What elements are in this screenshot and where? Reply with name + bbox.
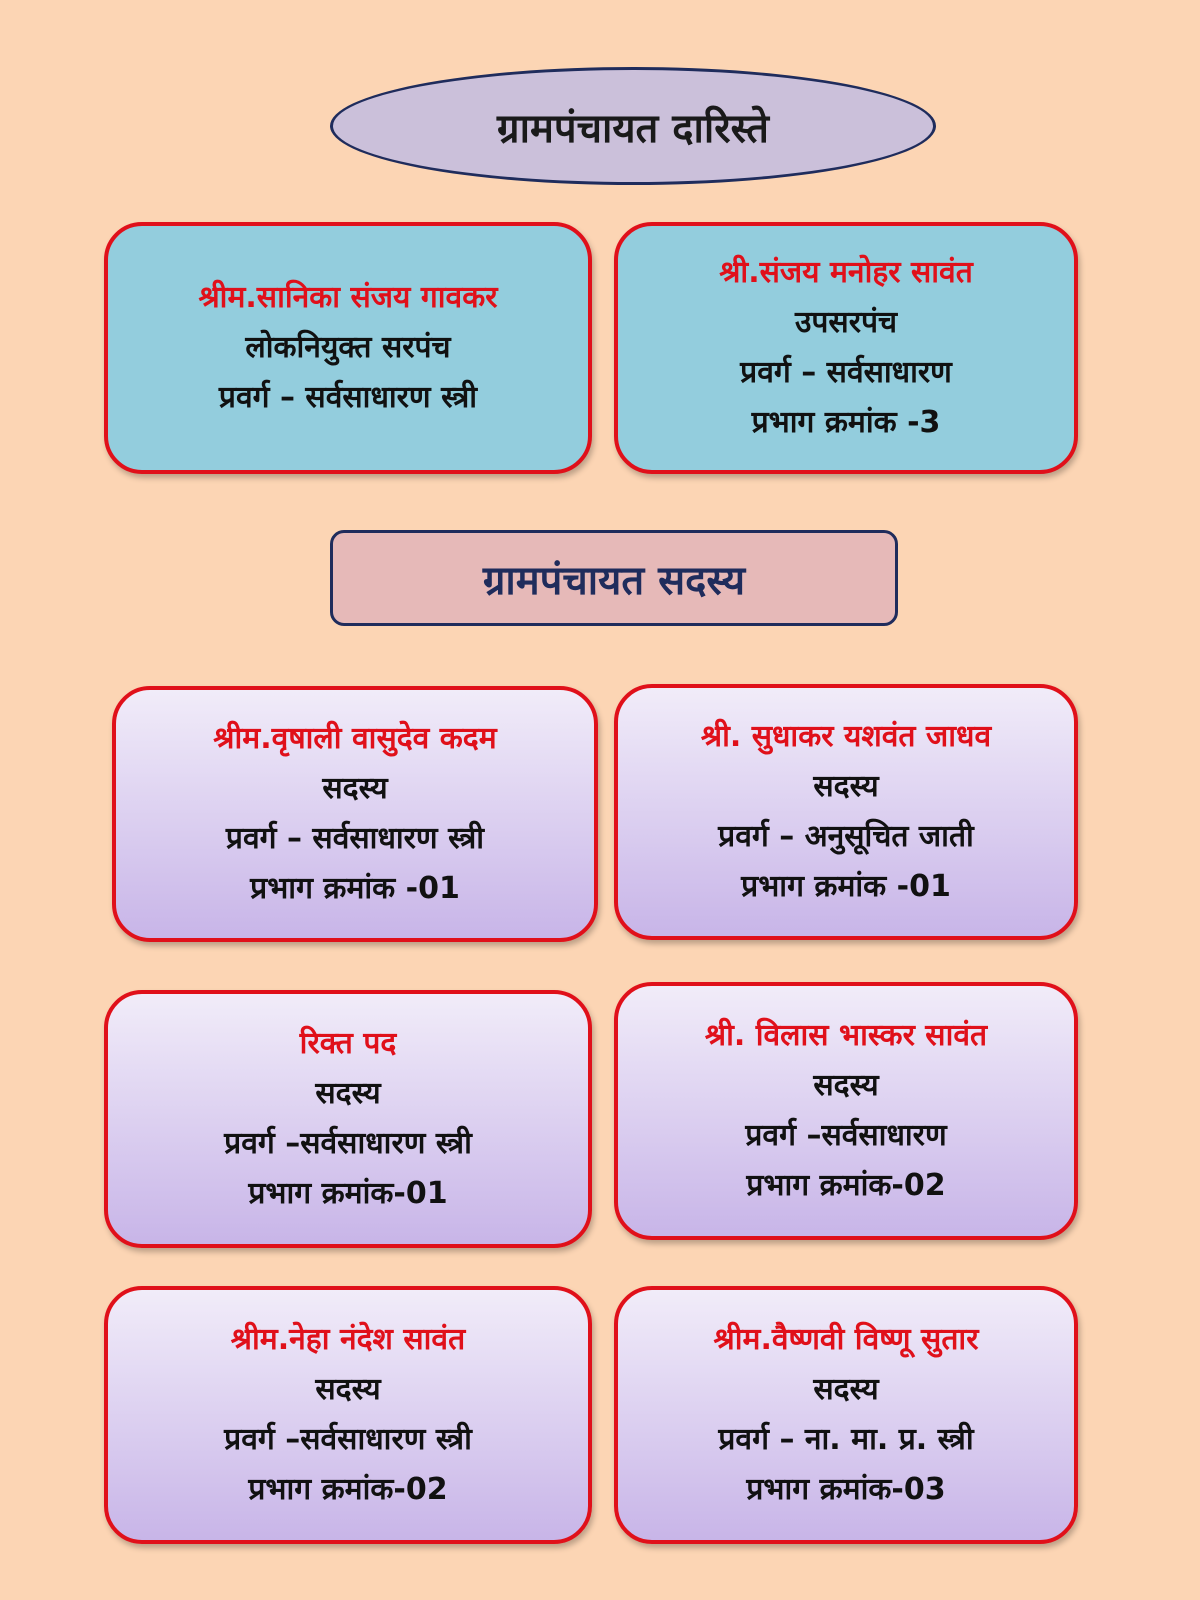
card-category: प्रवर्ग – सर्वसाधारण: [740, 355, 952, 390]
card-name: श्रीम.नेहा नंदेश सावंत: [230, 1322, 466, 1357]
card-ward: प्रभाग क्रमांक -01: [741, 869, 951, 904]
card-ward: प्रभाग क्रमांक-03: [746, 1472, 946, 1507]
card-category: प्रवर्ग – सर्वसाधारण स्त्री: [225, 821, 485, 856]
section-title-box: [330, 530, 898, 626]
card-category: प्रवर्ग –सर्वसाधारण स्त्री: [224, 1126, 472, 1161]
card-role: सदस्य: [322, 771, 388, 806]
card-member: [104, 990, 592, 1248]
card-name: श्री.संजय मनोहर सावंत: [719, 255, 973, 290]
card-role: सदस्य: [315, 1372, 381, 1407]
card-name: रिक्त पद: [299, 1026, 397, 1061]
card-role: सदस्य: [315, 1076, 381, 1111]
card-category: प्रवर्ग – ना. मा. प्र. स्त्री: [718, 1422, 974, 1457]
card-role: सदस्य: [813, 1068, 879, 1103]
card-role: सदस्य: [813, 769, 879, 804]
card-category: प्रवर्ग – अनुसूचित जाती: [718, 819, 974, 854]
page-title: ग्रामपंचायत दारिस्ते: [497, 105, 769, 152]
card-name: श्रीम.वृषाली वासुदेव कदम: [213, 721, 497, 756]
card-ward: प्रभाग क्रमांक-01: [248, 1176, 448, 1211]
card-role: लोकनियुक्त सरपंच: [245, 330, 451, 365]
card-category: प्रवर्ग –सर्वसाधारण स्त्री: [224, 1422, 472, 1457]
card-category: प्रवर्ग – सर्वसाधारण स्त्री: [218, 380, 478, 415]
card-name: श्री. विलास भास्कर सावंत: [704, 1018, 988, 1053]
card-member: [104, 1286, 592, 1544]
card-member: [614, 982, 1078, 1240]
card-name: श्री. सुधाकर यशवंत जाधव: [700, 719, 992, 754]
card-ward: प्रभाग क्रमांक -01: [250, 871, 460, 906]
card-sarpanch: [104, 222, 592, 474]
card-ward: प्रभाग क्रमांक-02: [746, 1168, 946, 1203]
card-role: उपसरपंच: [794, 305, 898, 340]
card-name: श्रीम.वैष्णवी विष्णू सुतार: [713, 1322, 979, 1357]
card-member: [112, 686, 598, 942]
card-name: श्रीम.सानिका संजय गावकर: [198, 280, 498, 315]
card-upsarpanch: [614, 222, 1078, 474]
card-ward: प्रभाग क्रमांक -3: [751, 405, 941, 440]
title-oval: [330, 67, 936, 185]
section-title: ग्रामपंचायत सदस्य: [482, 557, 746, 604]
card-ward: प्रभाग क्रमांक-02: [248, 1472, 448, 1507]
card-member: [614, 1286, 1078, 1544]
card-category: प्रवर्ग –सर्वसाधारण: [745, 1118, 947, 1153]
card-member: [614, 684, 1078, 940]
card-role: सदस्य: [813, 1372, 879, 1407]
